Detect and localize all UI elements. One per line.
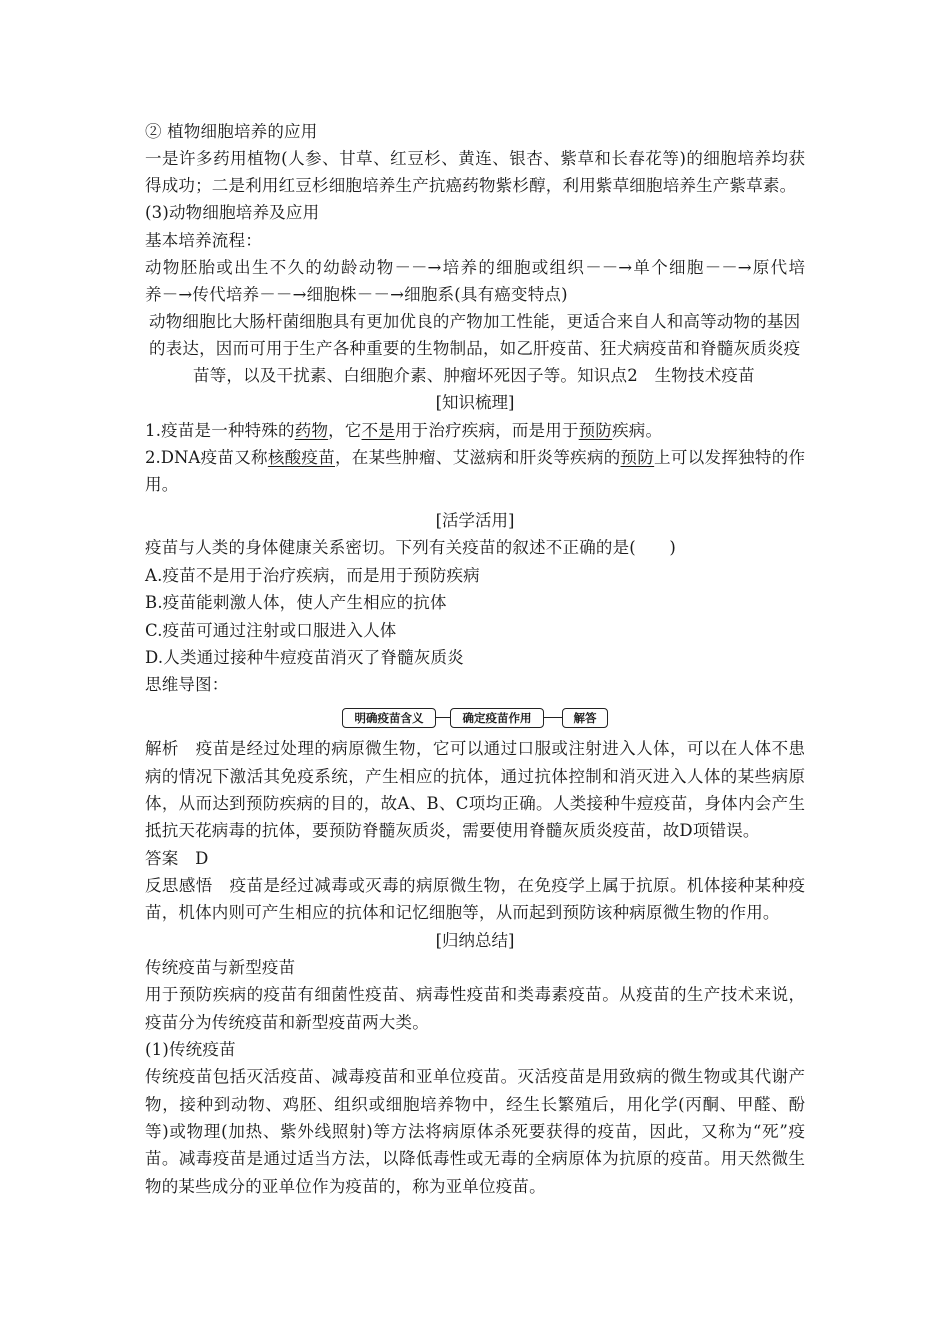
knowledge-heading: [知识梳理] bbox=[435, 393, 515, 412]
mindmap-label: 思维导图： bbox=[145, 675, 229, 694]
summary-body-line: 苗。减毒疫苗是通过适当方法，以降低毒性或无毒的全病原体为抗原的疫苗。用天然微生 bbox=[145, 1149, 805, 1168]
paragraph-line: 得成功；二是利用红豆杉细胞培养生产抗癌药物紫杉醇，利用紫草细胞培养生产紫草素。 bbox=[145, 176, 797, 195]
paragraph-line: 的表达，因而可用于生产各种重要的生物制品，如乙肝疫苗、狂犬病疫苗和脊髓灰质炎疫 bbox=[149, 339, 801, 358]
practice-heading: [活学活用] bbox=[435, 511, 515, 530]
mindmap-connector bbox=[544, 717, 562, 718]
paragraph-line: 苗等，以及干扰素、白细胞介素、肿瘤坏死因子等。知识点2 生物技术疫苗 bbox=[193, 366, 755, 385]
summary-body-line: 物的某些成分的亚单位作为疫苗的，称为亚单位疫苗。 bbox=[145, 1177, 546, 1196]
answer: 答案 D bbox=[145, 849, 209, 868]
section-title: (3)动物细胞培养及应用 bbox=[145, 203, 320, 222]
option-d: D.人类通过接种牛痘疫苗消灭了脊髓灰质炎 bbox=[145, 648, 464, 667]
reflect-line: 反思感悟 疫苗是经过减毒或灭毒的病原微生物，在免疫学上属于抗原。机体接种某种疫 bbox=[145, 876, 805, 895]
summary-subtitle: (1)传统疫苗 bbox=[145, 1040, 236, 1059]
flow-line: 动物胚胎或出生不久的幼龄动物－－→培养的细胞或组织－－→单个细胞－－→原代培 bbox=[145, 258, 805, 277]
paragraph-line: 一是许多药用植物(人参、甘草、红豆杉、黄连、银杏、紫草和长春花等)的细胞培养均获 bbox=[145, 149, 805, 168]
mind-map bbox=[342, 708, 608, 730]
mindmap-node-3: 解答 bbox=[562, 708, 608, 728]
mindmap-node-2: 确定疫苗作用 bbox=[450, 708, 544, 728]
option-a: A.疫苗不是用于治疗疾病，而是用于预防疾病 bbox=[145, 566, 480, 585]
mindmap-connector bbox=[436, 717, 450, 718]
summary-body-line: 物，接种到动物、鸡胚、组织或细胞培养物中，经生长繁殖后，用化学(丙酮、甲醛、酚 bbox=[145, 1095, 805, 1114]
paragraph-line: 动物细胞比大肠杆菌细胞具有更加优良的产物加工性能，更适合来自人和高等动物的基因 bbox=[149, 312, 801, 331]
section-title: ② 植物细胞培养的应用 bbox=[145, 122, 318, 141]
analysis-line: 病的情况下激活其免疫系统，产生相应的抗体，通过抗体控制和消灭进入人体的某些病原 bbox=[145, 767, 805, 786]
question: 疫苗与人类的身体健康关系密切。下列有关疫苗的叙述不正确的是( ) bbox=[145, 538, 676, 557]
flow-label: 基本培养流程： bbox=[145, 231, 262, 250]
option-c: C.疫苗可通过注射或口服进入人体 bbox=[145, 621, 397, 640]
summary-title: 传统疫苗与新型疫苗 bbox=[145, 958, 296, 977]
reflect-line: 苗，机体内则可产生相应的抗体和记忆细胞等，从而起到预防该种病原微生物的作用。 bbox=[145, 903, 780, 922]
analysis-line: 体，从而达到预防疾病的目的，故A、B、C项均正确。人类接种牛痘疫苗，身体内会产生 bbox=[145, 794, 805, 813]
analysis-line: 解析 疫苗是经过处理的病原微生物，它可以通过口服或注射进入人体，可以在人体不患 bbox=[145, 739, 805, 758]
knowledge-item-1: 1.疫苗是一种特殊的药物，它不是用于治疗疾病，而是用于预防疾病。 bbox=[145, 421, 663, 440]
knowledge-item-2: 2.DNA疫苗又称核酸疫苗，在某些肿瘤、艾滋病和肝炎等疾病的预防上可以发挥独特的作 bbox=[145, 448, 806, 467]
summary-intro-line: 用于预防疾病的疫苗有细菌性疫苗、病毒性疫苗和类毒素疫苗。从疫苗的生产技术来说， bbox=[145, 985, 805, 1004]
summary-heading: [归纳总结] bbox=[435, 931, 515, 950]
mindmap-node-1: 明确疫苗含义 bbox=[342, 708, 436, 728]
option-b: B.疫苗能刺激人体，使人产生相应的抗体 bbox=[145, 593, 447, 612]
knowledge-item-2-cont: 用。 bbox=[145, 475, 179, 494]
analysis-line: 抵抗天花病毒的抗体，要预防脊髓灰质炎，需要使用脊髓灰质炎疫苗，故D项错误。 bbox=[145, 821, 760, 840]
flow-line: 养－→传代培养－－→细胞株－－→细胞系(具有癌变特点) bbox=[145, 285, 568, 304]
summary-body-line: 等)或物理(加热、紫外线照射)等方法将病原体杀死要获得的疫苗，因此，又称为“死”疫 bbox=[145, 1122, 805, 1141]
summary-body-line: 传统疫苗包括灭活疫苗、减毒疫苗和亚单位疫苗。灭活疫苗是用致病的微生物或其代谢产 bbox=[145, 1067, 805, 1086]
summary-intro-line: 疫苗分为传统疫苗和新型疫苗两大类。 bbox=[145, 1013, 429, 1032]
